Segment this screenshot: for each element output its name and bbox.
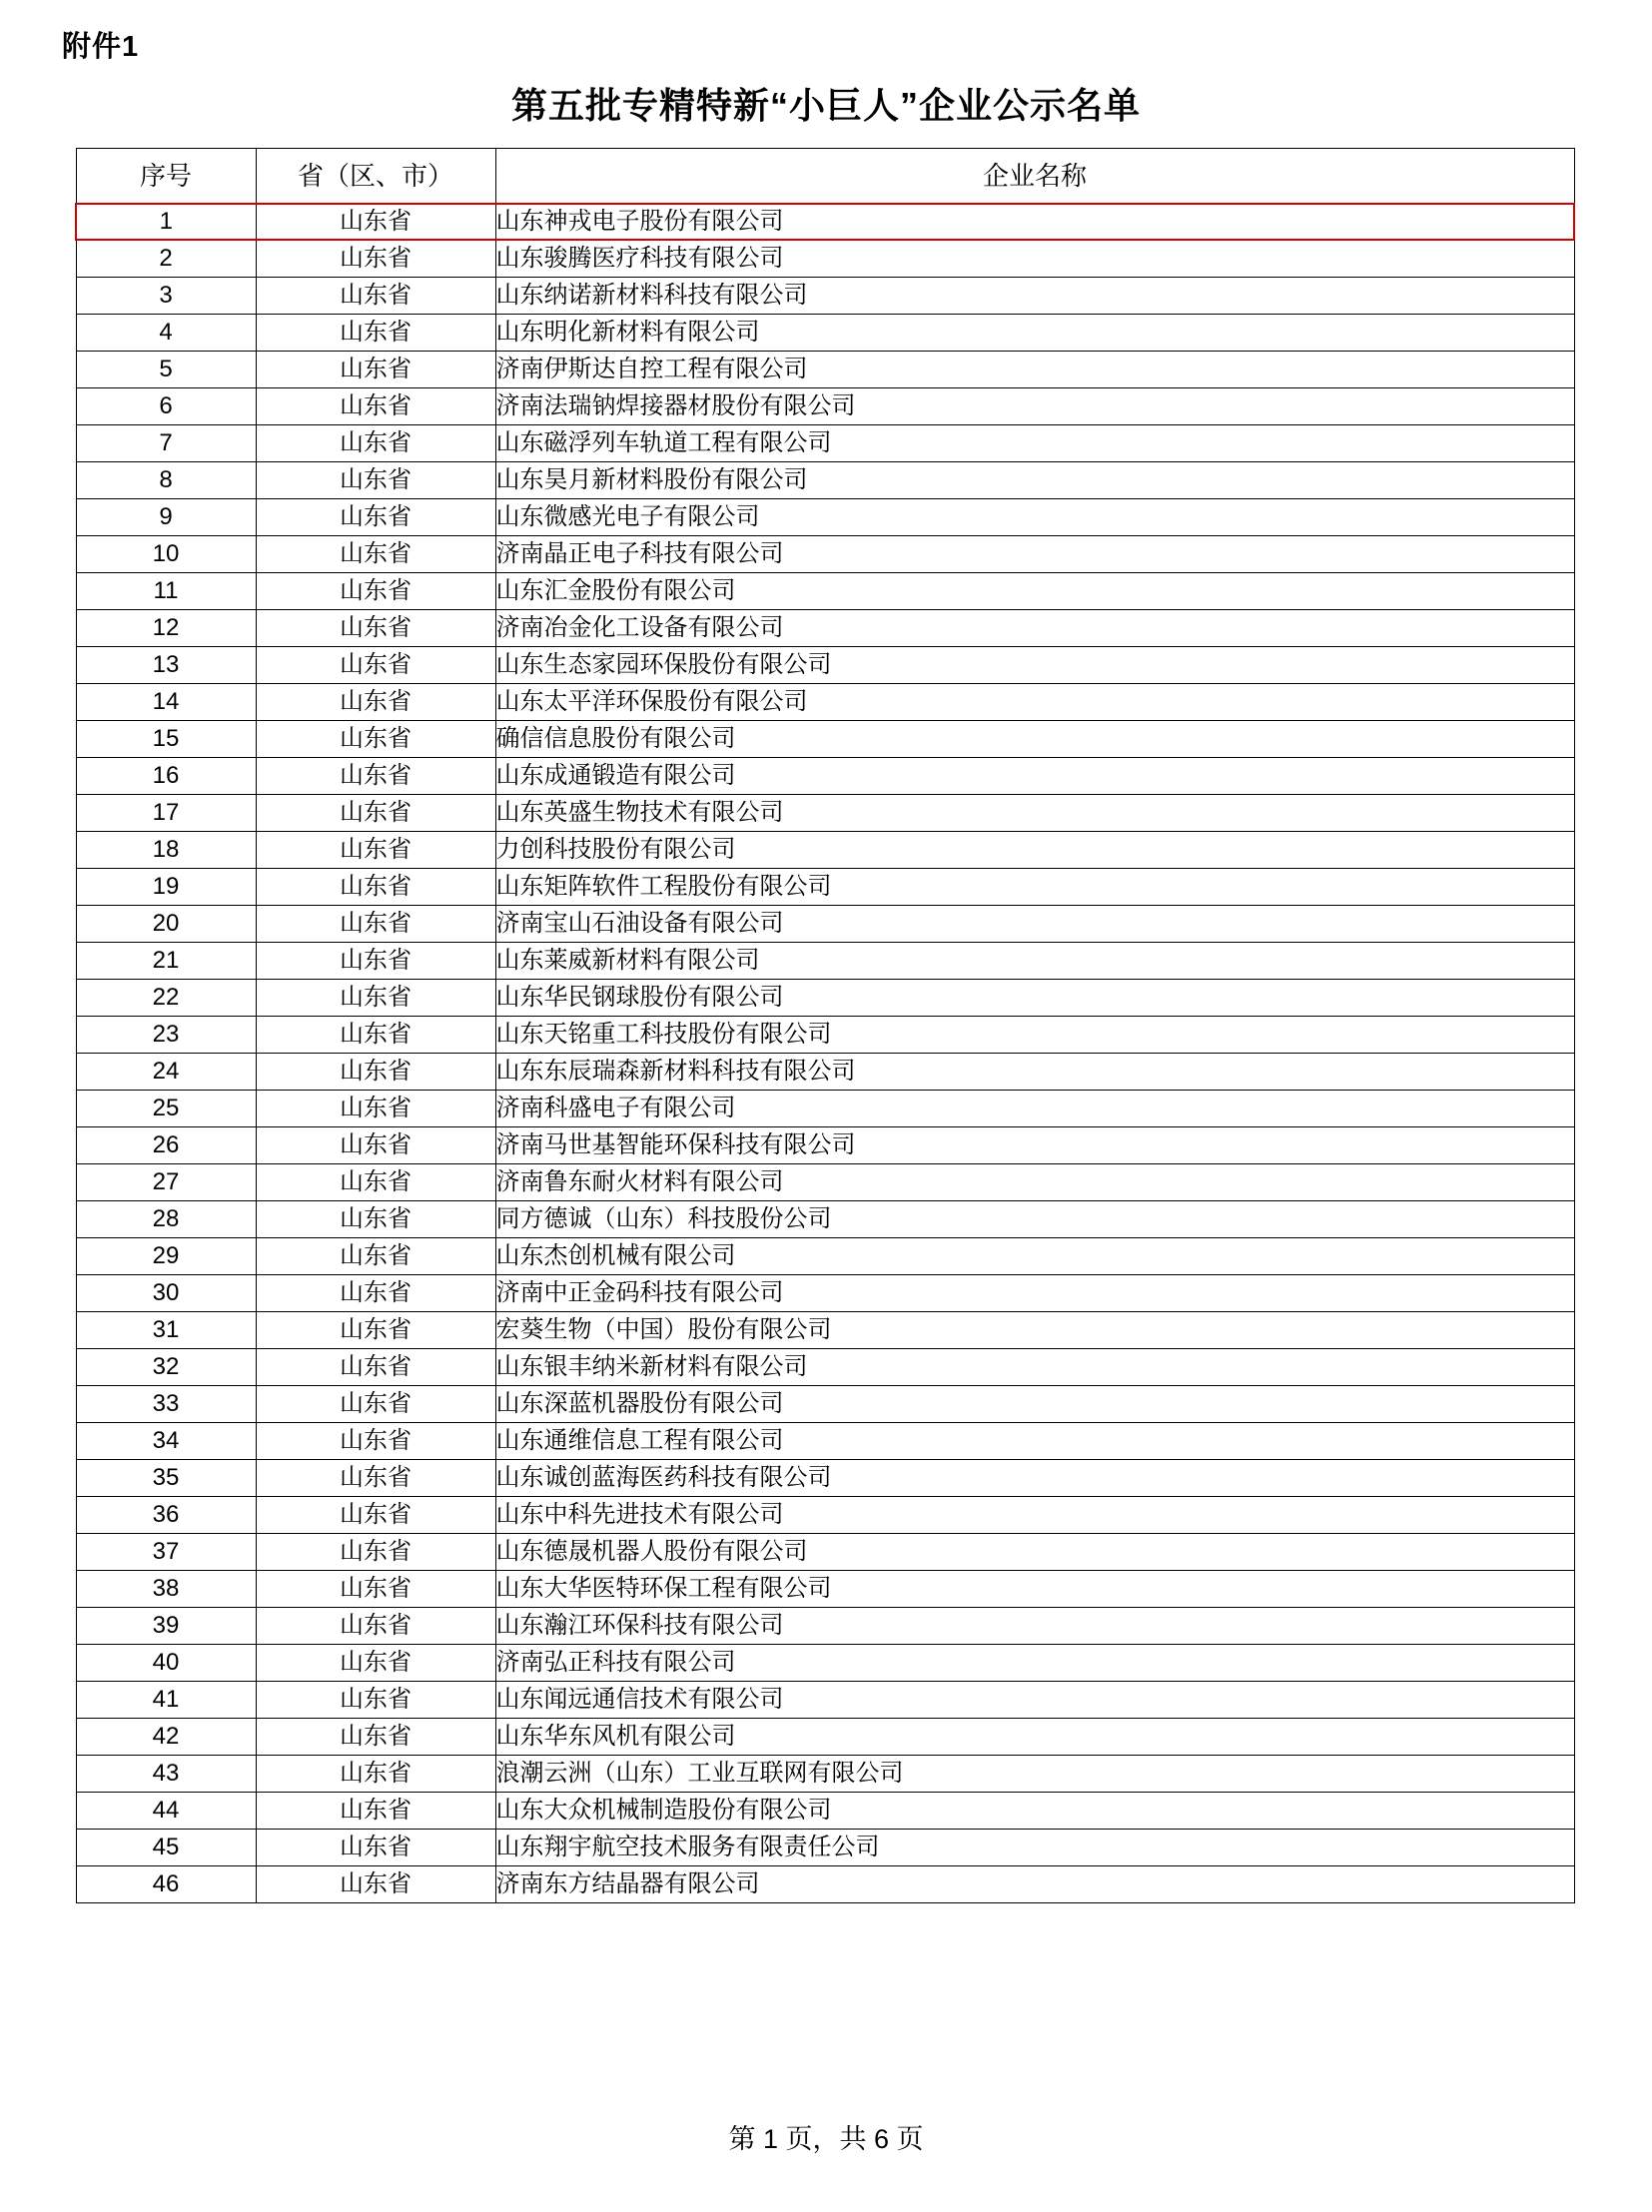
cell-company-name: 山东微感光电子有限公司 — [495, 499, 1574, 536]
table-row — [76, 869, 1574, 906]
cell-index: 8 — [76, 462, 256, 499]
cell-company-name: 山东德晟机器人股份有限公司 — [495, 1534, 1574, 1571]
cell-company-name: 山东生态家园环保股份有限公司 — [495, 647, 1574, 684]
table-row — [76, 943, 1574, 980]
cell-province: 山东省 — [256, 1054, 495, 1091]
table-row — [76, 647, 1574, 684]
cell-company-name: 山东太平洋环保股份有限公司 — [495, 684, 1574, 721]
cell-company-name: 山东华东风机有限公司 — [495, 1719, 1574, 1756]
cell-province: 山东省 — [256, 1091, 495, 1127]
cell-index: 4 — [76, 315, 256, 352]
cell-province: 山东省 — [256, 1127, 495, 1164]
cell-index: 43 — [76, 1756, 256, 1793]
cell-index: 1 — [76, 204, 256, 240]
cell-index: 2 — [76, 240, 256, 278]
table-row — [76, 1017, 1574, 1054]
cell-province: 山东省 — [256, 388, 495, 425]
cell-company-name: 山东通维信息工程有限公司 — [495, 1423, 1574, 1460]
table-row — [76, 499, 1574, 536]
cell-company-name: 济南晶正电子科技有限公司 — [495, 536, 1574, 573]
cell-province: 山东省 — [256, 499, 495, 536]
cell-index: 6 — [76, 388, 256, 425]
cell-index: 39 — [76, 1608, 256, 1645]
cell-index: 14 — [76, 684, 256, 721]
cell-company-name: 山东银丰纳米新材料有限公司 — [495, 1349, 1574, 1386]
table-row — [76, 1386, 1574, 1423]
cell-index: 31 — [76, 1312, 256, 1349]
table-row — [76, 315, 1574, 352]
cell-province: 山东省 — [256, 1238, 495, 1275]
table-row — [76, 388, 1574, 425]
cell-province: 山东省 — [256, 1645, 495, 1682]
cell-company-name: 济南弘正科技有限公司 — [495, 1645, 1574, 1682]
cell-province: 山东省 — [256, 684, 495, 721]
cell-province: 山东省 — [256, 869, 495, 906]
cell-company-name: 山东杰创机械有限公司 — [495, 1238, 1574, 1275]
cell-company-name: 山东矩阵软件工程股份有限公司 — [495, 869, 1574, 906]
table-row — [76, 1312, 1574, 1349]
table-header-row — [76, 149, 1574, 205]
cell-company-name: 山东骏腾医疗科技有限公司 — [495, 240, 1574, 278]
cell-index: 16 — [76, 758, 256, 795]
cell-company-name: 山东英盛生物技术有限公司 — [495, 795, 1574, 832]
cell-province: 山东省 — [256, 536, 495, 573]
table-row — [76, 1201, 1574, 1238]
cell-province: 山东省 — [256, 573, 495, 610]
cell-province: 山东省 — [256, 1312, 495, 1349]
cell-province: 山东省 — [256, 204, 495, 240]
cell-province: 山东省 — [256, 1866, 495, 1903]
cell-province: 山东省 — [256, 610, 495, 647]
attachment-label: 附件1 — [62, 31, 140, 63]
table-row — [76, 1127, 1574, 1164]
table-row — [76, 425, 1574, 462]
cell-province: 山东省 — [256, 795, 495, 832]
cell-company-name: 山东磁浮列车轨道工程有限公司 — [495, 425, 1574, 462]
cell-company-name: 山东诚创蓝海医药科技有限公司 — [495, 1460, 1574, 1497]
table-row — [76, 1682, 1574, 1719]
cell-province: 山东省 — [256, 1497, 495, 1534]
cell-company-name: 山东大华医特环保工程有限公司 — [495, 1571, 1574, 1608]
cell-index: 42 — [76, 1719, 256, 1756]
cell-company-name: 济南伊斯达自控工程有限公司 — [495, 352, 1574, 388]
cell-index: 32 — [76, 1349, 256, 1386]
cell-province: 山东省 — [256, 278, 495, 315]
cell-index: 21 — [76, 943, 256, 980]
table-row — [76, 240, 1574, 278]
cell-index: 15 — [76, 721, 256, 758]
table-row — [76, 1164, 1574, 1201]
cell-company-name: 济南法瑞钠焊接器材股份有限公司 — [495, 388, 1574, 425]
table-row — [76, 1423, 1574, 1460]
cell-company-name: 力创科技股份有限公司 — [495, 832, 1574, 869]
cell-province: 山东省 — [256, 1275, 495, 1312]
company-list-table-wrapper — [75, 148, 1573, 1903]
table-row — [76, 1275, 1574, 1312]
cell-index: 40 — [76, 1645, 256, 1682]
table-row — [76, 1091, 1574, 1127]
table-row — [76, 278, 1574, 315]
table-row — [76, 610, 1574, 647]
table-row — [76, 1534, 1574, 1571]
cell-province: 山东省 — [256, 1423, 495, 1460]
table-row — [76, 573, 1574, 610]
cell-company-name: 山东东辰瑞森新材料科技有限公司 — [495, 1054, 1574, 1091]
cell-index: 20 — [76, 906, 256, 943]
table-row — [76, 1054, 1574, 1091]
cell-company-name: 确信信息股份有限公司 — [495, 721, 1574, 758]
cell-index: 35 — [76, 1460, 256, 1497]
cell-company-name: 山东瀚江环保科技有限公司 — [495, 1608, 1574, 1645]
cell-province: 山东省 — [256, 1756, 495, 1793]
cell-index: 45 — [76, 1830, 256, 1866]
cell-province: 山东省 — [256, 1349, 495, 1386]
cell-province: 山东省 — [256, 240, 495, 278]
cell-index: 9 — [76, 499, 256, 536]
cell-province: 山东省 — [256, 425, 495, 462]
cell-company-name: 山东神戎电子股份有限公司 — [495, 204, 1574, 240]
cell-province: 山东省 — [256, 1793, 495, 1830]
cell-index: 22 — [76, 980, 256, 1017]
table-row — [76, 1238, 1574, 1275]
cell-company-name: 山东成通锻造有限公司 — [495, 758, 1574, 795]
cell-index: 29 — [76, 1238, 256, 1275]
table-row — [76, 352, 1574, 388]
table-row — [76, 462, 1574, 499]
cell-company-name: 山东闻远通信技术有限公司 — [495, 1682, 1574, 1719]
cell-company-name: 济南马世基智能环保科技有限公司 — [495, 1127, 1574, 1164]
table-row — [76, 684, 1574, 721]
cell-company-name: 山东纳诺新材料科技有限公司 — [495, 278, 1574, 315]
table-row — [76, 1719, 1574, 1756]
cell-province: 山东省 — [256, 1017, 495, 1054]
cell-company-name: 济南东方结晶器有限公司 — [495, 1866, 1574, 1903]
table-row — [76, 1608, 1574, 1645]
company-list-table — [75, 148, 1575, 1903]
table-row — [76, 980, 1574, 1017]
cell-company-name: 济南宝山石油设备有限公司 — [495, 906, 1574, 943]
table-row — [76, 832, 1574, 869]
cell-index: 11 — [76, 573, 256, 610]
cell-company-name: 山东大众机械制造股份有限公司 — [495, 1793, 1574, 1830]
cell-index: 27 — [76, 1164, 256, 1201]
table-row — [76, 1571, 1574, 1608]
cell-company-name: 山东天铭重工科技股份有限公司 — [495, 1017, 1574, 1054]
cell-company-name: 同方德诚（山东）科技股份公司 — [495, 1201, 1574, 1238]
table-row — [76, 1793, 1574, 1830]
cell-index: 44 — [76, 1793, 256, 1830]
cell-index: 36 — [76, 1497, 256, 1534]
cell-company-name: 宏葵生物（中国）股份有限公司 — [495, 1312, 1574, 1349]
table-row — [76, 1349, 1574, 1386]
table-row — [76, 795, 1574, 832]
table-row — [76, 1460, 1574, 1497]
cell-company-name: 山东中科先进技术有限公司 — [495, 1497, 1574, 1534]
cell-province: 山东省 — [256, 1571, 495, 1608]
cell-company-name: 山东华民钢球股份有限公司 — [495, 980, 1574, 1017]
cell-index: 23 — [76, 1017, 256, 1054]
cell-company-name: 山东莱威新材料有限公司 — [495, 943, 1574, 980]
cell-province: 山东省 — [256, 462, 495, 499]
cell-index: 13 — [76, 647, 256, 684]
table-header — [76, 149, 1574, 205]
table-row — [76, 1866, 1574, 1903]
cell-company-name: 浪潮云洲（山东）工业互联网有限公司 — [495, 1756, 1574, 1793]
column-header-index: 序号 — [76, 149, 256, 205]
cell-company-name: 济南冶金化工设备有限公司 — [495, 610, 1574, 647]
cell-province: 山东省 — [256, 980, 495, 1017]
cell-province: 山东省 — [256, 906, 495, 943]
cell-company-name: 济南中正金码科技有限公司 — [495, 1275, 1574, 1312]
cell-index: 12 — [76, 610, 256, 647]
cell-province: 山东省 — [256, 758, 495, 795]
table-row — [76, 1756, 1574, 1793]
cell-index: 10 — [76, 536, 256, 573]
cell-province: 山东省 — [256, 1164, 495, 1201]
cell-index: 33 — [76, 1386, 256, 1423]
cell-company-name: 山东明化新材料有限公司 — [495, 315, 1574, 352]
page-title: 第五批专精特新“小巨人”企业公示名单 — [510, 85, 1141, 126]
cell-province: 山东省 — [256, 1830, 495, 1866]
cell-province: 山东省 — [256, 1201, 495, 1238]
table-row — [76, 536, 1574, 573]
cell-index: 37 — [76, 1534, 256, 1571]
cell-index: 38 — [76, 1571, 256, 1608]
cell-company-name: 山东汇金股份有限公司 — [495, 573, 1574, 610]
cell-index: 18 — [76, 832, 256, 869]
cell-index: 19 — [76, 869, 256, 906]
cell-province: 山东省 — [256, 647, 495, 684]
cell-province: 山东省 — [256, 832, 495, 869]
column-header-province: 省（区、市） — [256, 149, 495, 205]
table-row — [76, 906, 1574, 943]
cell-province: 山东省 — [256, 1608, 495, 1645]
table-row — [76, 758, 1574, 795]
column-header-company-name: 企业名称 — [495, 149, 1574, 205]
cell-province: 山东省 — [256, 1534, 495, 1571]
cell-index: 28 — [76, 1201, 256, 1238]
cell-company-name: 济南科盛电子有限公司 — [495, 1091, 1574, 1127]
cell-index: 17 — [76, 795, 256, 832]
cell-province: 山东省 — [256, 352, 495, 388]
table-row — [76, 1645, 1574, 1682]
cell-province: 山东省 — [256, 1460, 495, 1497]
table-row — [76, 721, 1574, 758]
cell-index: 3 — [76, 278, 256, 315]
table-row — [76, 1497, 1574, 1534]
cell-index: 46 — [76, 1866, 256, 1903]
table-row — [76, 204, 1574, 240]
cell-province: 山东省 — [256, 1386, 495, 1423]
cell-index: 24 — [76, 1054, 256, 1091]
cell-province: 山东省 — [256, 1682, 495, 1719]
cell-province: 山东省 — [256, 943, 495, 980]
cell-company-name: 济南鲁东耐火材料有限公司 — [495, 1164, 1574, 1201]
table-body — [76, 204, 1574, 1903]
cell-province: 山东省 — [256, 315, 495, 352]
cell-index: 34 — [76, 1423, 256, 1460]
cell-province: 山东省 — [256, 721, 495, 758]
cell-index: 7 — [76, 425, 256, 462]
cell-index: 25 — [76, 1091, 256, 1127]
cell-province: 山东省 — [256, 1719, 495, 1756]
cell-company-name: 山东翔宇航空技术服务有限责任公司 — [495, 1830, 1574, 1866]
cell-index: 5 — [76, 352, 256, 388]
cell-index: 26 — [76, 1127, 256, 1164]
cell-index: 30 — [76, 1275, 256, 1312]
page-footer: 第 1 页，共 6 页 — [728, 2124, 924, 2154]
table-row — [76, 1830, 1574, 1866]
cell-company-name: 山东昊月新材料股份有限公司 — [495, 462, 1574, 499]
cell-company-name: 山东深蓝机器股份有限公司 — [495, 1386, 1574, 1423]
cell-index: 41 — [76, 1682, 256, 1719]
